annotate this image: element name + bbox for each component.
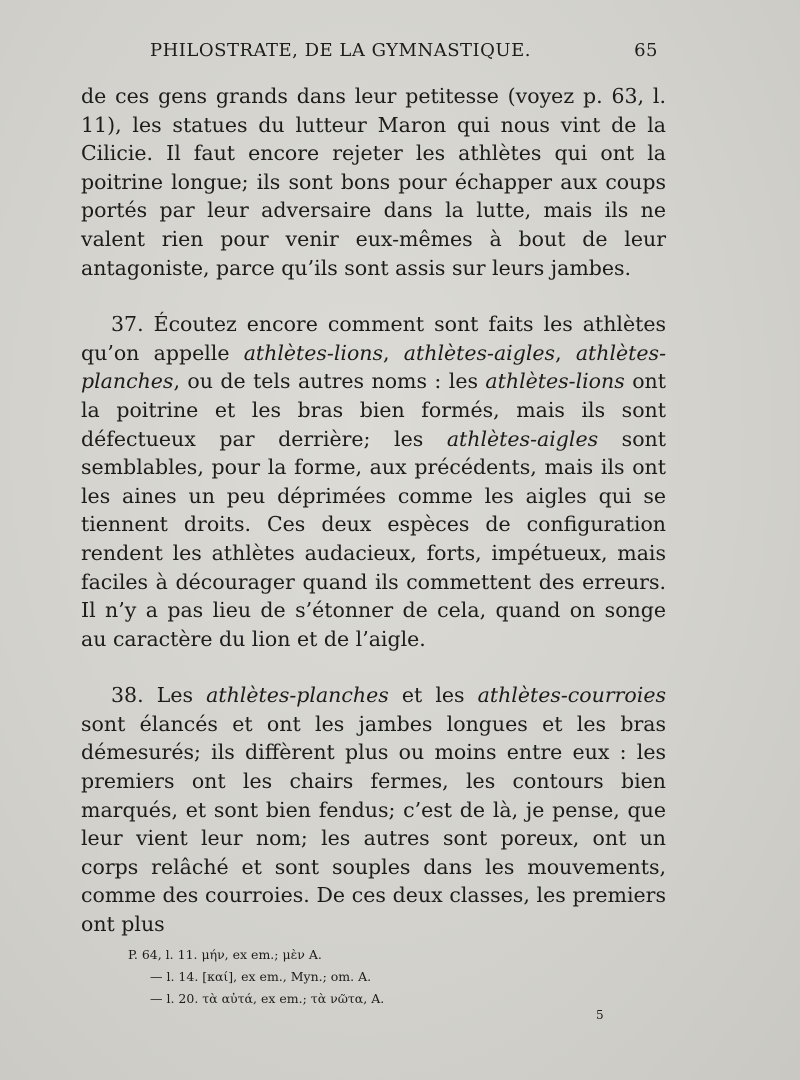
- italic-term: athlètes-courroies: [477, 683, 666, 708]
- paragraph-continued: de ces gens grands dans leur petitesse (voyez p. 63, l. 11), les statues du lutteur Maron qui nous vint de la Cilicie. Il faut encore rejeter les athlètes qui ont la poitrine longue; ils sont bons pour échapper aux coups portés par leur adversaire dans la lutte, mais ils ne valent rien pour venir eux-mêmes à bout de leur antagoniste, parce qu’ils sont assis sur leurs jambes.: [81, 84, 666, 280]
- italic-term: athlètes-lions: [243, 340, 384, 365]
- footnote: — l. 14. [καί], ex em., Myn.; om. A.: [150, 969, 372, 984]
- italic-term: athlètes-planches: [81, 340, 666, 394]
- text-run: ,: [383, 340, 404, 365]
- text-run: ,: [555, 340, 576, 365]
- paragraph-37: [81, 310, 666, 653]
- text-run: Écoutez encore comment sont faits les athlètes qu’on appelle: [81, 312, 666, 365]
- italic-term: athlètes-aigles: [446, 426, 599, 451]
- footnote: — l. 20. τὰ αὐτά, ex em.; τὰ νῶτα, A.: [150, 991, 385, 1006]
- text-run: sont semblables, pour la forme, aux précédents, mais ils ont les aines un peu déprimées comme les aigles qui se tiennent droits. Ces deux espèces de configuration rendent les athlètes audacieux, forts, impétueux, mais faciles à décourager quand ils commettent des erreurs. Il n’y a pas lieu de s’étonner de cela, quand on songe au caractère du lion et de l’aigle.: [81, 426, 666, 651]
- paragraph-38: [81, 681, 666, 938]
- text-run: sont élancés et ont les jambes longues et les bras démesurés; ils diffèrent plus ou moins entre eux : les premiers ont les chairs fermes, les contours bien marqués, et sont bien fendus; c’est de là, je pense, que leur vient leur nom; les autres sont poreux, ont un corps relâché et sont souples dans les mouvements, comme des courroies. De ces deux classes, les premiers ont plus: [81, 711, 666, 937]
- footnotes: [128, 944, 548, 1010]
- italic-term: athlètes-planches: [206, 683, 389, 708]
- running-title: PHILOSTRATE, DE LA GYMNASTIQUE.: [150, 40, 531, 61]
- section-number: 38.: [111, 683, 144, 708]
- text-run: Les: [143, 683, 207, 708]
- text-run: ont la poitrine et les bras bien formés, mais ils sont défectueux par derrière; les: [81, 369, 666, 451]
- footnote: P. 64, l. 11. μήν, ex em.; μὲν A.: [128, 947, 322, 962]
- italic-term: athlètes-lions: [485, 369, 625, 394]
- text-run: , ou de tels autres noms : les: [173, 369, 486, 394]
- page-number: 65: [634, 40, 658, 61]
- section-number: 37.: [111, 312, 144, 337]
- text-run: et les: [388, 683, 478, 708]
- main-text: [81, 82, 666, 939]
- italic-term: athlètes-aigles: [403, 340, 556, 365]
- signature-mark: 5: [596, 1008, 604, 1022]
